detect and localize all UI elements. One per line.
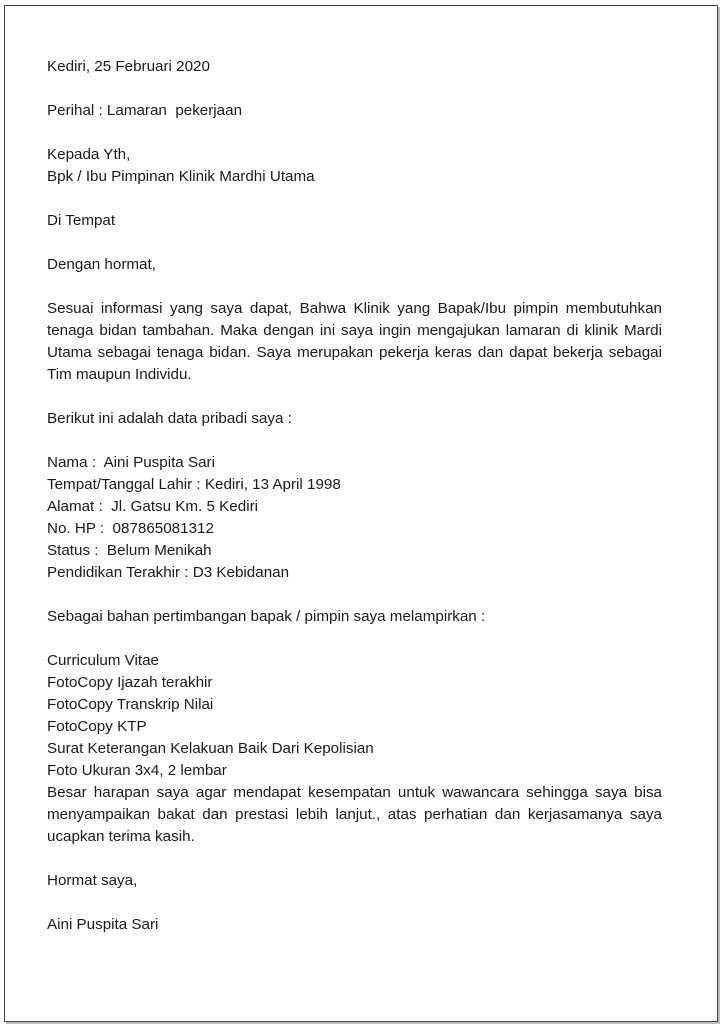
spacer <box>47 232 662 254</box>
letter-body <box>47 56 662 936</box>
spacer <box>47 584 662 606</box>
attachment-item: Surat Keterangan Kelakuan Baik Dari Kepolisian <box>47 740 374 757</box>
intro-paragraph: Sesuai informasi yang saya dapat, Bahwa Klinik yang Bapak/Ibu pimpin membutuhkan tenaga bidan tambahan. Maka dengan ini saya ingin mengajukan lamaran di klinik Mardi Utama sebagai tenaga bidan. Saya merupakan pekerja keras dan dapat bekerja sebagai Tim maupun Individu. <box>47 300 662 383</box>
location: Di Tempat <box>47 212 116 229</box>
spacer <box>47 78 662 100</box>
personal-data-birth: Tempat/Tanggal Lahir : Kediri, 13 April 1998 <box>47 476 341 493</box>
spacer <box>47 122 662 144</box>
personal-data-phone: No. HP : 087865081312 <box>47 520 214 537</box>
spacer <box>47 188 662 210</box>
spacer <box>47 276 662 298</box>
spacer <box>47 386 662 408</box>
data-intro: Berikut ini adalah data pribadi saya : <box>47 410 292 427</box>
salutation-to: Kepada Yth, <box>47 146 131 163</box>
personal-data-education: Pendidikan Terakhir : D3 Kebidanan <box>47 564 290 581</box>
attachment-item: FotoCopy Transkrip Nilai <box>47 696 214 713</box>
place-date: Kediri, 25 Februari 2020 <box>47 58 210 75</box>
spacer <box>47 430 662 452</box>
attachment-item: Foto Ukuran 3x4, 2 lembar <box>47 762 227 779</box>
subject-line: Perihal : Lamaran pekerjaan <box>47 102 243 119</box>
attachments-intro: Sebagai bahan pertimbangan bapak / pimpin saya melampirkan : <box>47 608 486 625</box>
attachment-item: FotoCopy Ijazah terakhir <box>47 674 213 691</box>
sign-off: Hormat saya, <box>47 872 138 889</box>
signature-name: Aini Puspita Sari <box>47 916 159 933</box>
closing-paragraph: Besar harapan saya agar mendapat kesempatan untuk wawancara sehingga saya bisa menyampaikan bakat dan prestasi lebih lanjut., atas perhatian dan kerjasamanya saya ucapkan terima kasih. <box>47 784 662 845</box>
spacer <box>47 848 662 870</box>
greeting: Dengan hormat, <box>47 256 156 273</box>
spacer <box>47 892 662 914</box>
personal-data-address: Alamat : Jl. Gatsu Km. 5 Kediri <box>47 498 259 515</box>
attachment-item: Curriculum Vitae <box>47 652 159 669</box>
spacer <box>47 628 662 650</box>
recipient: Bpk / Ibu Pimpinan Klinik Mardhi Utama <box>47 168 315 185</box>
personal-data-name: Nama : Aini Puspita Sari <box>47 454 215 471</box>
attachment-item: FotoCopy KTP <box>47 718 147 735</box>
personal-data-status: Status : Belum Menikah <box>47 542 212 559</box>
